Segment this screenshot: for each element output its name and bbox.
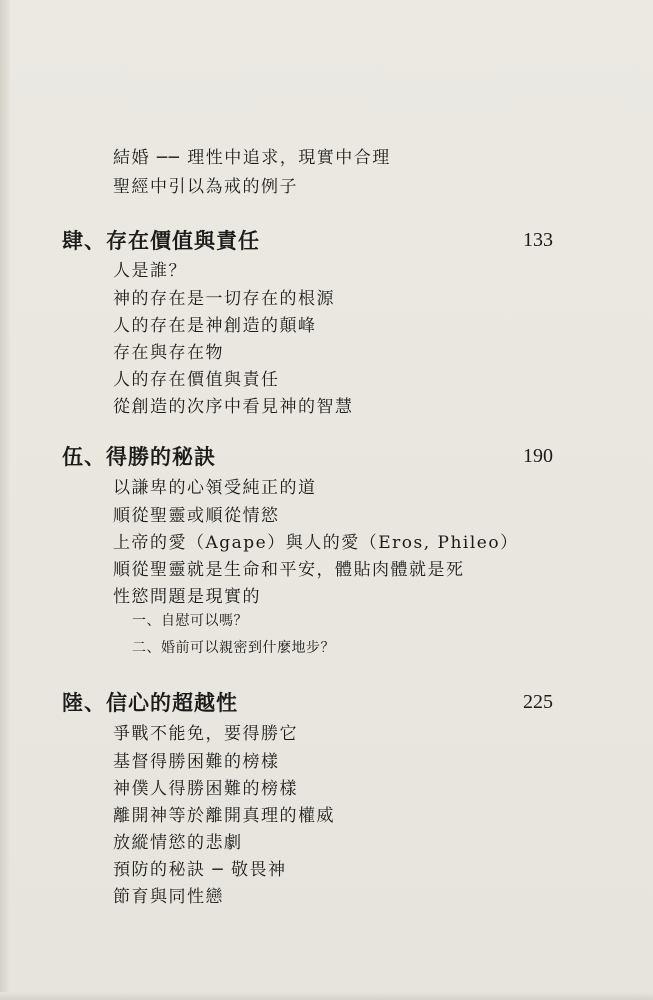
toc-item: 爭戰不能免，要得勝它 [113, 724, 298, 744]
toc-item: 人的存在是神創造的顛峰 [113, 316, 317, 336]
chapter-page-number: 190 [523, 444, 553, 467]
toc-chapter-5 [62, 440, 553, 472]
toc-item: 從創造的次序中看見神的智慧 [113, 397, 354, 417]
page-bottom-edge [0, 992, 653, 1000]
chapter-page-number: 133 [523, 228, 553, 251]
toc-item: 順從聖靈或順從情慾 [113, 506, 280, 526]
toc-item: 性慾問題是現實的 [113, 587, 261, 607]
toc-item: 離開神等於離開真理的權威 [113, 806, 335, 826]
toc-item: 節育與同性戀 [113, 887, 224, 907]
toc-item: 存在與存在物 [113, 343, 224, 363]
toc-item: 順從聖靈就是生命和平安，體貼肉體就是死 [113, 560, 465, 580]
chapter-title: 肆、存在價值與責任 [62, 229, 260, 253]
toc-item: 結婚 ── 理性中追求，現實中合理 [113, 148, 391, 168]
toc-item: 聖經中引以為戒的例子 [113, 177, 298, 197]
toc-item: 以謙卑的心領受純正的道 [113, 478, 317, 498]
chapter-page-number: 225 [523, 690, 553, 713]
chapter-title: 陸、信心的超越性 [62, 691, 238, 715]
page-left-edge [0, 0, 10, 1000]
toc-item: 神的存在是一切存在的根源 [113, 289, 335, 309]
toc-subitem: 一、自慰可以嗎？ [132, 613, 248, 629]
toc-item: 放縱情慾的悲劇 [113, 833, 243, 853]
toc-item: 基督得勝困難的榜樣 [113, 752, 280, 772]
toc-item: 神僕人得勝困難的榜樣 [113, 779, 298, 799]
toc-chapter-6 [62, 686, 553, 718]
toc-subitem: 二、婚前可以親密到什麼地步？ [132, 640, 335, 656]
toc-item: 上帝的愛（Agape）與人的愛（Eros, Phileo） [113, 533, 519, 553]
toc-item: 人是誰？ [113, 261, 187, 281]
chapter-title: 伍、得勝的秘訣 [62, 445, 216, 469]
toc-chapter-4 [62, 224, 553, 256]
toc-item: 預防的秘訣 ─ 敬畏神 [113, 860, 287, 880]
toc-item: 人的存在價值與責任 [113, 370, 280, 390]
